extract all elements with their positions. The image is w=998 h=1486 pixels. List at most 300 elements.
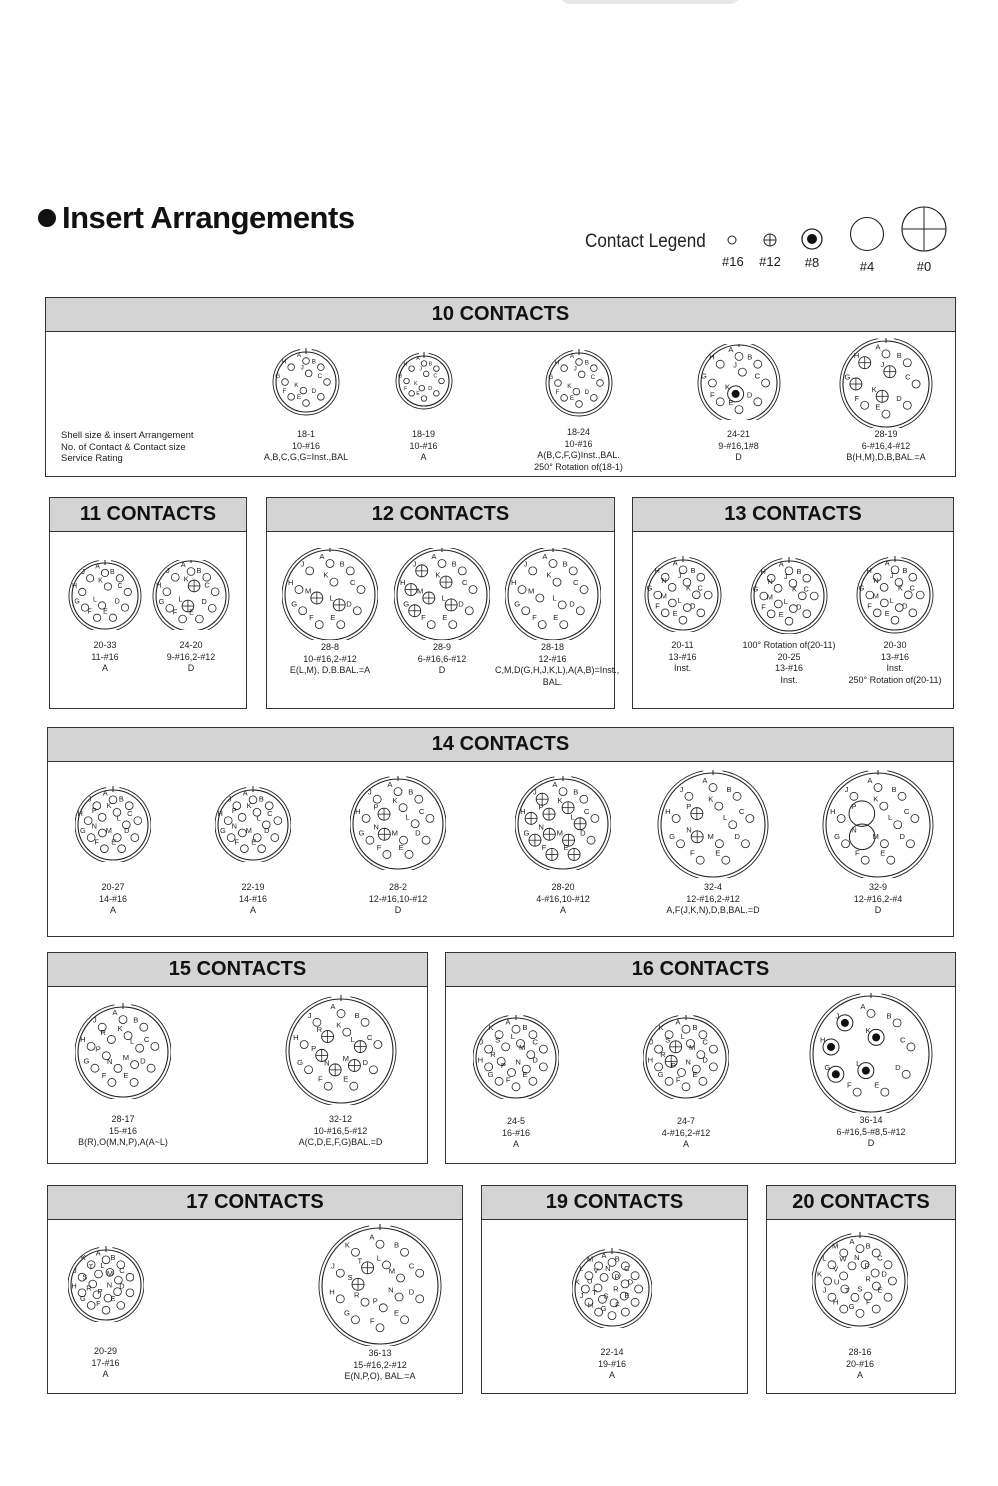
contact-letter: P <box>851 802 857 812</box>
contact-16 <box>297 1058 312 1074</box>
contact-16 <box>880 849 895 865</box>
contact-16 <box>388 1286 403 1302</box>
arrangement-caption: 22-14 19-#16 A <box>597 1347 627 1380</box>
contact-16 <box>510 578 525 594</box>
contact-letter: E <box>393 1308 400 1318</box>
contact-16 <box>234 837 248 852</box>
contact-16 <box>874 1081 889 1097</box>
contact-16 <box>715 849 730 865</box>
contact-letter: K <box>574 1277 580 1287</box>
contact-16 <box>860 1002 875 1018</box>
contact-letter: D <box>899 832 905 842</box>
contact-letter: G <box>600 1304 607 1314</box>
contact-letter: K <box>708 794 714 804</box>
arrangement-28-18 <box>495 548 620 688</box>
legend-label-0: #0 <box>916 259 932 274</box>
contact-16 <box>259 794 273 809</box>
contact-letter: A <box>415 356 420 363</box>
contact-letter: L <box>441 593 446 603</box>
contact-16 <box>488 1070 503 1086</box>
arrangement-28-20 <box>503 776 623 917</box>
contact-letter: B <box>690 565 695 575</box>
contact-12 <box>403 599 420 617</box>
contact-letter: P <box>686 802 692 812</box>
contact-letter: B <box>339 559 345 569</box>
contact-letter: A <box>296 352 302 360</box>
contact-16 <box>896 394 911 410</box>
contact-16 <box>905 373 920 389</box>
contact-16 <box>542 552 557 568</box>
contact-letter: K <box>117 1024 123 1034</box>
contact-letter: H <box>554 359 559 367</box>
contact-letter: B <box>408 787 414 797</box>
contact-letter: F <box>690 848 695 858</box>
contact-letter: F <box>94 837 99 847</box>
contact-letter: F <box>403 386 407 393</box>
arrangement-24-20 <box>146 560 236 675</box>
contact-letter: M <box>766 592 773 602</box>
contact-letter: F <box>854 393 860 403</box>
contact-letter: A <box>601 1250 607 1260</box>
section-title: 12 CONTACTS <box>267 498 614 532</box>
contact-letter: F <box>615 1300 620 1310</box>
contact-letter: G <box>657 1069 664 1079</box>
contact-letter: M <box>122 1053 130 1063</box>
arrangement-caption: 28-20 4-#16,10-#12 A <box>536 882 590 915</box>
contact-letter: B <box>428 361 432 368</box>
contact-letter: A <box>369 1232 375 1242</box>
contact-16 <box>553 613 568 629</box>
shell-keyway <box>572 1250 652 1328</box>
contact-16 <box>111 837 125 852</box>
contact-16 <box>421 613 435 629</box>
dotted-contact-icon <box>799 227 825 251</box>
contact-letter: M <box>342 1053 349 1063</box>
contact-letter: C <box>317 373 323 381</box>
contact-letter: C <box>754 371 760 381</box>
contact-letter: C <box>572 578 579 588</box>
section-16-contacts <box>445 952 956 1164</box>
contact-letter: J <box>679 784 684 794</box>
contact-letter: A <box>319 552 325 561</box>
contact-letter: H <box>708 352 715 362</box>
connector-diagram <box>394 350 454 410</box>
contact-letter: K <box>80 1253 86 1263</box>
contact-letter: F <box>867 601 872 611</box>
contact-letter: R <box>660 1049 666 1059</box>
contact-letter: J <box>822 1285 827 1295</box>
contact-16 <box>442 613 457 629</box>
contact-letter: B <box>573 787 579 797</box>
connector-diagram <box>505 548 601 640</box>
contact-16 <box>859 584 874 599</box>
section-12-contacts <box>266 497 620 709</box>
legend-item-0 <box>899 205 949 274</box>
connector-diagram <box>318 1224 442 1346</box>
contact-letter: A <box>849 1237 855 1247</box>
contact-12 <box>557 796 574 814</box>
contact-letter: F <box>709 390 715 400</box>
contact-16 <box>702 1038 717 1054</box>
contact-letter: B <box>522 1023 528 1033</box>
contact-16 <box>282 388 294 400</box>
contact-letter: H <box>156 580 162 590</box>
connector-diagram <box>75 1003 171 1099</box>
contact-letter: C <box>418 806 425 816</box>
contact-letter: L <box>510 1031 515 1041</box>
contact-16 <box>849 1237 864 1253</box>
arrangement-24-5 <box>466 1015 566 1151</box>
arrangement-caption: 28-17 15-#16 B(R),O(M,N,P),A(A~L) <box>78 1114 168 1147</box>
contact-letter: F <box>172 607 178 617</box>
contact-letter: F <box>761 602 766 612</box>
arrangement-20-29 <box>58 1246 153 1381</box>
contact-12 <box>686 825 703 843</box>
contact-letter: A <box>95 563 100 571</box>
contact-16 <box>405 812 419 828</box>
contact-letter: E <box>111 837 117 847</box>
contact-letter: N <box>373 822 379 832</box>
shell-outline <box>289 999 393 1103</box>
contact-16 <box>660 592 675 607</box>
contact-16 <box>140 1057 155 1073</box>
contact-16 <box>399 843 414 859</box>
legend-label-12: #12 <box>759 254 781 269</box>
contact-letter: L <box>680 1031 685 1041</box>
contact-letter: S <box>665 1035 671 1045</box>
arrangement-caption: 28-19 6-#16,4-#12 B(H,M),D,B,BAL.=A <box>846 429 926 462</box>
shell-keyway <box>823 771 933 878</box>
contact-letter: D <box>118 1281 125 1291</box>
contact-16 <box>562 559 577 575</box>
contact-16 <box>900 1035 915 1051</box>
arrangement-22-14 <box>562 1248 662 1382</box>
contact-16 <box>404 386 414 396</box>
arrangement-caption: 28-9 6-#16,6-#12 D <box>417 642 467 675</box>
contact-16 <box>665 807 680 823</box>
contact-letter: L <box>888 813 893 823</box>
contact-letter: J <box>72 1265 77 1275</box>
contact-letter: K <box>335 1020 341 1030</box>
legend-label-4: #4 <box>859 259 875 274</box>
contact-16 <box>392 829 408 845</box>
contact-letter: J <box>92 1015 97 1025</box>
contact-letter: B <box>110 1253 115 1263</box>
contact-16 <box>282 358 295 370</box>
section-title: 13 CONTACTS <box>633 498 953 532</box>
contact-letter: J <box>889 570 894 580</box>
section-title: 16 CONTACTS <box>446 953 955 987</box>
contact-letter: F <box>87 608 92 616</box>
contact-letter: M <box>518 1043 526 1053</box>
contact-letter: A <box>180 560 186 570</box>
contact-16 <box>331 1262 344 1278</box>
contact-12 <box>373 803 390 821</box>
contact-16 <box>690 566 704 581</box>
contact-12 <box>538 823 555 841</box>
contact-letter: G <box>547 374 553 382</box>
contact-letter: B <box>726 784 732 794</box>
contact-letter: F <box>309 613 314 623</box>
arrangement-32-4 <box>648 770 778 917</box>
contact-12 <box>854 351 871 369</box>
contact-16 <box>877 1253 892 1269</box>
contact-letter: J <box>579 1290 584 1300</box>
arrangement-caption: 18-24 10-#16 A(B,C,F,G)Inst.,BAL. 250° Rotation of(18-1) <box>534 427 623 472</box>
contact-letter: D <box>346 599 352 609</box>
contact-letter: E <box>880 848 886 858</box>
contact-16 <box>297 352 309 364</box>
section-title: 17 CONTACTS <box>48 1186 462 1220</box>
legend-label-8: #8 <box>804 255 820 270</box>
contact-16 <box>546 571 561 587</box>
contact-letter: J <box>522 559 527 569</box>
contact-letter: L <box>889 596 894 606</box>
contact-16 <box>580 829 595 845</box>
contact-letter: N <box>106 1280 112 1290</box>
contact-letter: G <box>858 583 865 593</box>
contact-letter: D <box>264 826 270 836</box>
connector-diagram <box>541 344 617 420</box>
contact-letter: K <box>566 382 572 390</box>
contact-letter: K <box>865 1025 871 1035</box>
contact-letter: B <box>196 565 202 575</box>
contact-16 <box>555 389 567 401</box>
contact-letter: N <box>873 575 879 585</box>
contact-letter: C <box>127 809 133 819</box>
contact-letter: C <box>143 1034 150 1044</box>
contact-letter: M <box>556 828 564 838</box>
contact-16 <box>294 382 306 394</box>
contact-16 <box>669 832 684 848</box>
arrangement-18-19 <box>376 350 471 464</box>
arrangement-22-19 <box>208 786 298 917</box>
contact-letter: K <box>817 1269 823 1279</box>
contact-8 <box>820 1035 839 1055</box>
contact-16 <box>330 613 345 629</box>
contact-16 <box>552 780 567 796</box>
contact-letter: G <box>513 599 520 609</box>
arrangement-caption: 20-27 14-#16 A <box>98 882 128 915</box>
contact-letter: J <box>835 1011 840 1021</box>
arrangement-caption: 100° Rotation of(20-11) 20-25 13-#16 Inst. <box>742 640 836 685</box>
contact-letter: N <box>660 575 667 585</box>
contact-16 <box>875 403 890 419</box>
contact-letter: D <box>580 828 586 838</box>
contact-letter: T <box>88 1262 93 1272</box>
contact-letter: K <box>545 570 551 580</box>
connector-diagram <box>68 560 142 630</box>
contact-letter: K <box>488 1023 494 1033</box>
connector-diagram <box>515 776 611 870</box>
contact-letter: M <box>391 828 399 838</box>
contact-letter: D <box>124 826 130 836</box>
contact-12 <box>305 586 323 604</box>
contact-letter: S <box>81 1272 87 1282</box>
contact-letter: N <box>515 1057 521 1067</box>
contact-letter: L <box>129 1036 135 1046</box>
contact-letter: H <box>477 1055 484 1065</box>
arrangement-caption: 36-13 15-#16,2-#12 E(N,P,O), BAL.=A <box>344 1348 416 1381</box>
contact-letter: J <box>649 1037 654 1047</box>
contact-16 <box>462 578 477 594</box>
contact-letter: E <box>296 394 302 402</box>
row-label-service-rating: Service Rating <box>61 453 123 464</box>
contact-letter: L <box>178 594 183 604</box>
contact-16 <box>552 593 566 609</box>
contact-16 <box>96 1299 110 1314</box>
section-title: 19 CONTACTS <box>482 1186 747 1220</box>
contact-letter: M <box>707 832 714 842</box>
contact-16 <box>692 1070 707 1086</box>
connector-diagram <box>572 1248 652 1328</box>
contact-letter: L <box>570 812 575 822</box>
contact-16 <box>569 353 581 365</box>
contact-letter: F <box>855 848 860 858</box>
contact-letter: E <box>563 842 569 852</box>
contact-letter: P <box>670 1061 677 1071</box>
bullet-icon <box>38 209 56 227</box>
contact-8 <box>866 1026 885 1046</box>
contact-12 <box>350 1035 366 1053</box>
legend-item-8 <box>799 227 825 270</box>
contact-letter: K <box>658 1023 664 1033</box>
shell-keyway <box>810 994 932 1113</box>
contact-16 <box>584 389 597 401</box>
contact-letter: N <box>231 821 237 831</box>
contact-letter: G <box>487 1069 494 1079</box>
contact-16 <box>888 813 902 829</box>
contact-letter: J <box>573 365 577 373</box>
contact-16 <box>330 1002 345 1018</box>
contact-16 <box>403 361 414 371</box>
contact-letter: C <box>905 372 911 382</box>
legend-item-4 <box>847 216 887 274</box>
contact-16 <box>501 1061 516 1077</box>
contact-letter: E <box>778 609 784 619</box>
contact-16 <box>398 374 409 384</box>
contact-4 <box>849 824 875 850</box>
contact-letter: J <box>227 794 232 804</box>
contact-16 <box>115 598 129 611</box>
contact-letter: A <box>875 342 881 352</box>
contact-letter: P <box>373 802 379 812</box>
contact-letter: D <box>311 388 317 396</box>
contact-legend <box>585 205 955 280</box>
contact-12 <box>441 593 457 611</box>
contact-letter: K <box>344 1240 350 1250</box>
legend-item-12 <box>759 232 781 269</box>
contact-letter: F <box>866 1297 871 1307</box>
contact-letter: A <box>702 776 708 786</box>
contact-letter: A <box>541 552 547 561</box>
contact-16 <box>246 826 261 841</box>
contact-16 <box>753 585 768 600</box>
contact-16 <box>847 1081 861 1097</box>
arrangement-28-16 <box>805 1232 915 1382</box>
contact-letter: B <box>796 566 802 576</box>
contact-letter: N <box>854 1253 860 1263</box>
contact-16 <box>655 601 669 616</box>
contact-letter: J <box>300 559 305 569</box>
contact-letter: C <box>267 809 273 819</box>
contact-letter: J <box>330 1261 335 1271</box>
small-contact-icon <box>722 233 742 247</box>
contact-letter: B <box>891 784 897 794</box>
contact-letter: H <box>70 1281 77 1291</box>
contact-16 <box>370 1316 384 1332</box>
contact-16 <box>408 788 423 804</box>
contact-letter: G <box>74 598 80 606</box>
contact-16 <box>343 1075 358 1091</box>
shell-keyway <box>286 997 396 1105</box>
arrangement-20-30 <box>839 552 951 686</box>
contact-16 <box>394 1241 409 1257</box>
contact-16 <box>796 602 811 617</box>
contact-16 <box>548 374 561 386</box>
contact-letter: R <box>865 1274 871 1284</box>
contact-16 <box>82 569 94 582</box>
contact-12 <box>872 385 889 403</box>
contact-16 <box>110 569 123 582</box>
contact-letter: C <box>590 374 595 382</box>
contact-16 <box>723 813 737 829</box>
contact-16 <box>119 1281 134 1296</box>
contact-16 <box>74 598 88 611</box>
contact-16 <box>94 837 108 852</box>
connector-diagram <box>285 995 397 1105</box>
contact-12 <box>342 1054 360 1072</box>
arrangement-28-17 <box>63 1003 183 1149</box>
contact-letter: C <box>624 1264 630 1274</box>
page-title-text: Insert Arrangements <box>62 200 355 235</box>
contact-letter: D <box>114 598 120 606</box>
contact-letter: B <box>451 559 457 569</box>
contact-16 <box>733 361 746 377</box>
contact-letter: E <box>189 607 194 617</box>
contact-letter: L <box>405 812 410 822</box>
contact-16 <box>726 785 741 801</box>
contact-16 <box>419 807 434 823</box>
contact-letter: F <box>421 613 426 623</box>
contact-16 <box>346 599 361 615</box>
contact-16 <box>369 1233 384 1249</box>
contact-letter: L <box>677 596 682 606</box>
connector-diagram <box>657 770 769 878</box>
row-label-contact-size: No. of Contact & Contact size <box>61 441 186 453</box>
contact-16 <box>754 372 769 388</box>
arrangement-36-13 <box>310 1224 450 1383</box>
contact-letter: B <box>584 359 589 367</box>
arrangement-caption: 32-9 12-#16,2-#4 D <box>853 882 903 915</box>
arrangement-caption: 24-5 16-#16 A <box>501 1116 531 1149</box>
contact-letter: L <box>350 1035 355 1045</box>
contact-letter: E <box>877 1285 883 1295</box>
contact-letter: H <box>77 809 83 819</box>
contact-letter: K <box>791 584 797 594</box>
contact-16 <box>779 610 793 625</box>
contact-letter: K <box>392 796 398 806</box>
contact-letter: C <box>583 806 590 816</box>
contact-16 <box>110 1294 124 1309</box>
contact-letter: D <box>734 832 740 842</box>
section-13-contacts <box>632 497 954 709</box>
contact-16 <box>834 832 849 848</box>
contact-16 <box>297 394 309 406</box>
contact-letter: H <box>830 806 836 816</box>
contact-letter: E <box>415 391 420 398</box>
contact-letter: M <box>106 1268 113 1278</box>
